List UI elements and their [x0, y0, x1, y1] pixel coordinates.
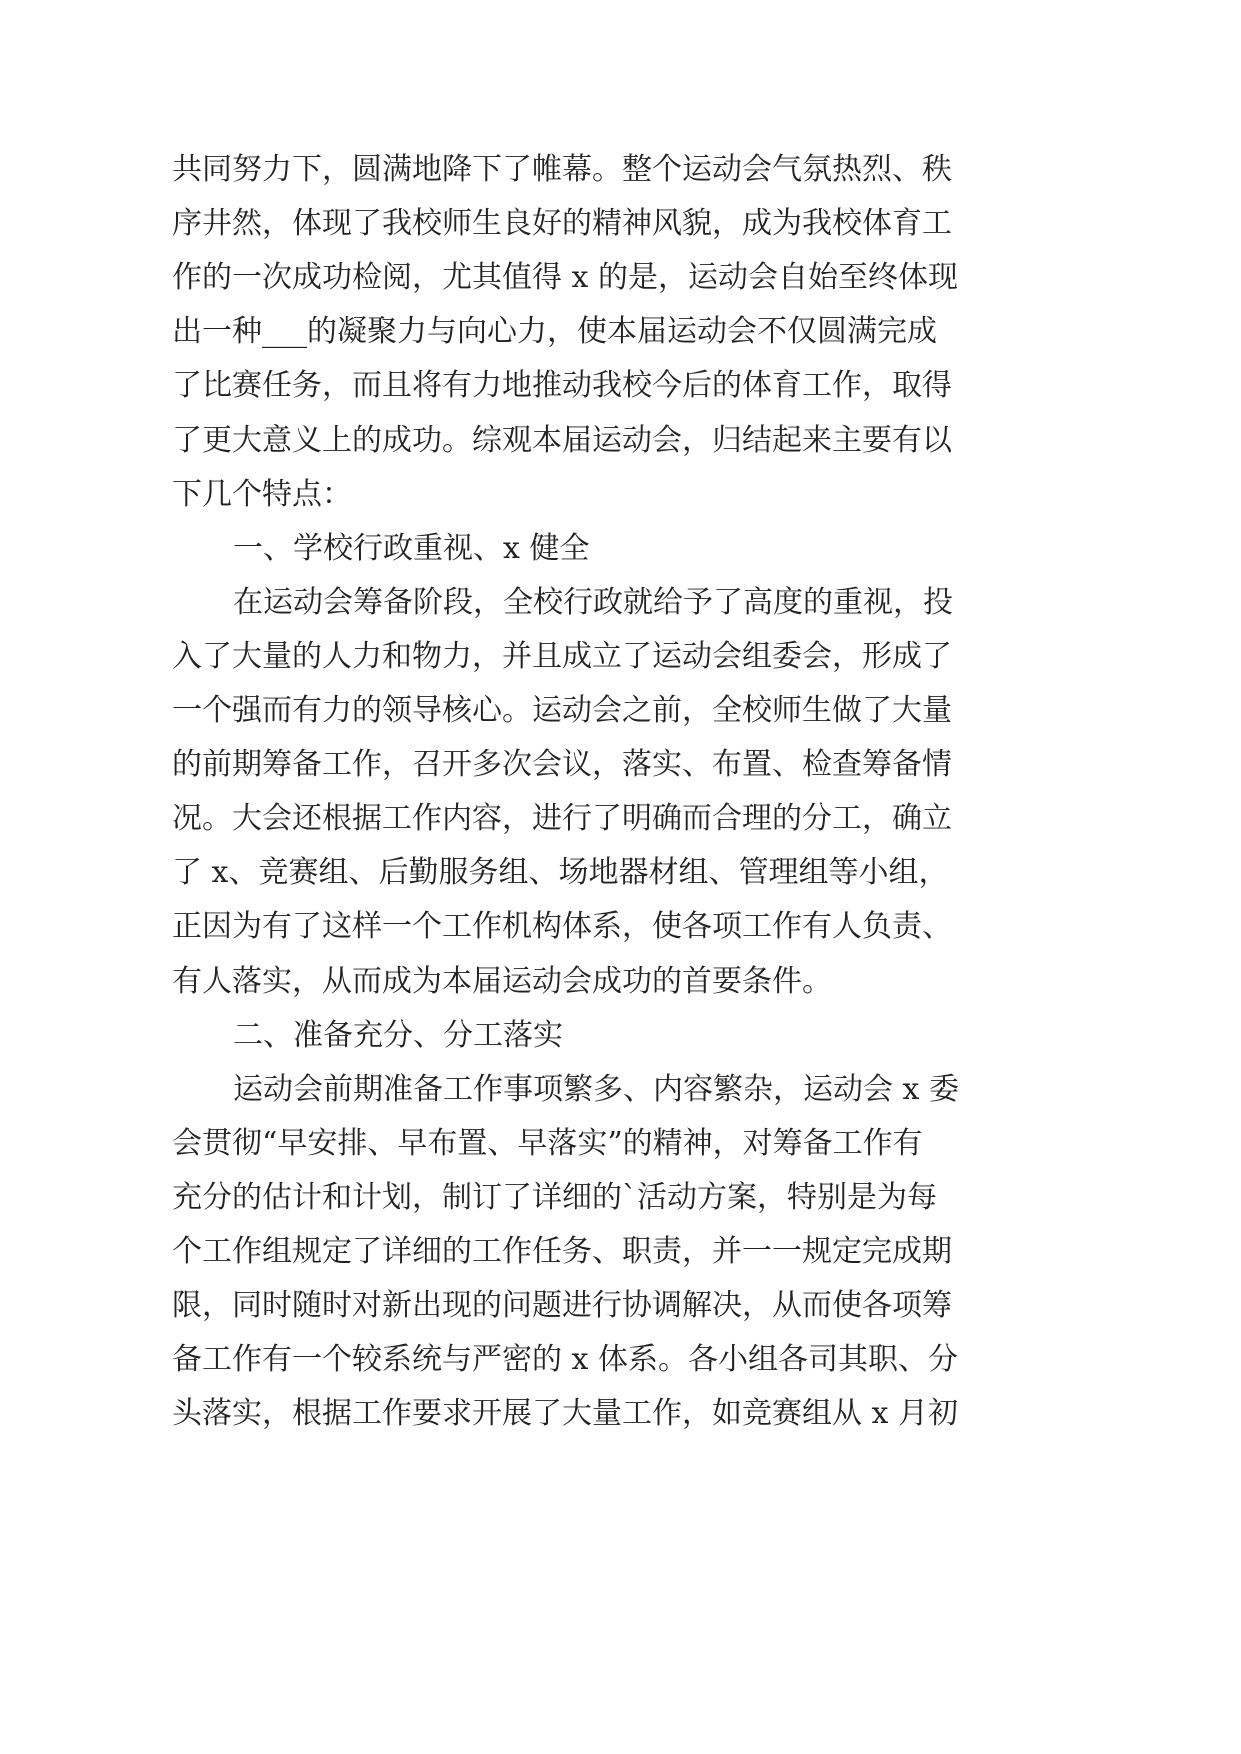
text-line: 入了大量的人力和物力，并且成立了运动会组委会，形成了	[172, 639, 952, 674]
text-line: 的前期筹备工作，召开多次会议，落实、布置、检查筹备情	[172, 747, 952, 782]
paragraph-first-line: 一、学校行政重视、x 健全	[233, 531, 590, 566]
text-line: 头落实，根据工作要求开展了大量工作，如竞赛组从 x 月初	[172, 1396, 958, 1431]
paragraph-first-line: 在运动会筹备阶段，全校行政就给予了高度的重视，投	[233, 585, 953, 620]
paragraph-first-line: 运动会前期准备工作事项繁多、内容繁杂，运动会 x 委	[233, 1072, 959, 1107]
text-line: 了比赛任务，而且将有力地推动我校今后的体育工作，取得	[172, 368, 952, 403]
text-line: 充分的估计和计划，制订了详细的`活动方案，特别是为每	[172, 1180, 937, 1215]
text-line: 限，同时随时对新出现的问题进行协调解决，从而使各项筹	[172, 1288, 952, 1323]
text-line: 出一种___的凝聚力与向心力，使本届运动会不仅圆满完成	[172, 314, 937, 349]
text-line: 下几个特点：	[172, 477, 352, 512]
text-line: 序井然，体现了我校师生良好的精神风貌，成为我校体育工	[172, 206, 952, 241]
text-line: 共同努力下，圆满地降下了帷幕。整个运动会气氛热烈、秩	[172, 152, 952, 187]
text-line: 况。大会还根据工作内容，进行了明确而合理的分工，确立	[172, 801, 952, 836]
text-line: 了 x、竞赛组、后勤服务组、场地器材组、管理组等小组，	[172, 855, 949, 890]
text-line: 了更大意义上的成功。综观本届运动会，归结起来主要有以	[172, 423, 952, 458]
text-line: 一个强而有力的领导核心。运动会之前，全校师生做了大量	[172, 693, 952, 728]
text-line: 备工作有一个较系统与严密的 x 体系。各小组各司其职、分	[172, 1342, 958, 1377]
text-line: 作的一次成功检阅，尤其值得 x 的是，运动会自始至终体现	[172, 260, 958, 295]
text-line: 有人落实，从而成为本届运动会成功的首要条件。	[172, 964, 832, 999]
text-line: 正因为有了这样一个工作机构体系，使各项工作有人负责、	[172, 909, 952, 944]
text-line: 会贯彻“早安排、早布置、早落实”的精神，对筹备工作有	[172, 1126, 923, 1161]
paragraph-first-line: 二、准备充分、分工落实	[233, 1018, 563, 1053]
text-line: 个工作组规定了详细的工作任务、职责，并一一规定完成期	[172, 1234, 952, 1269]
